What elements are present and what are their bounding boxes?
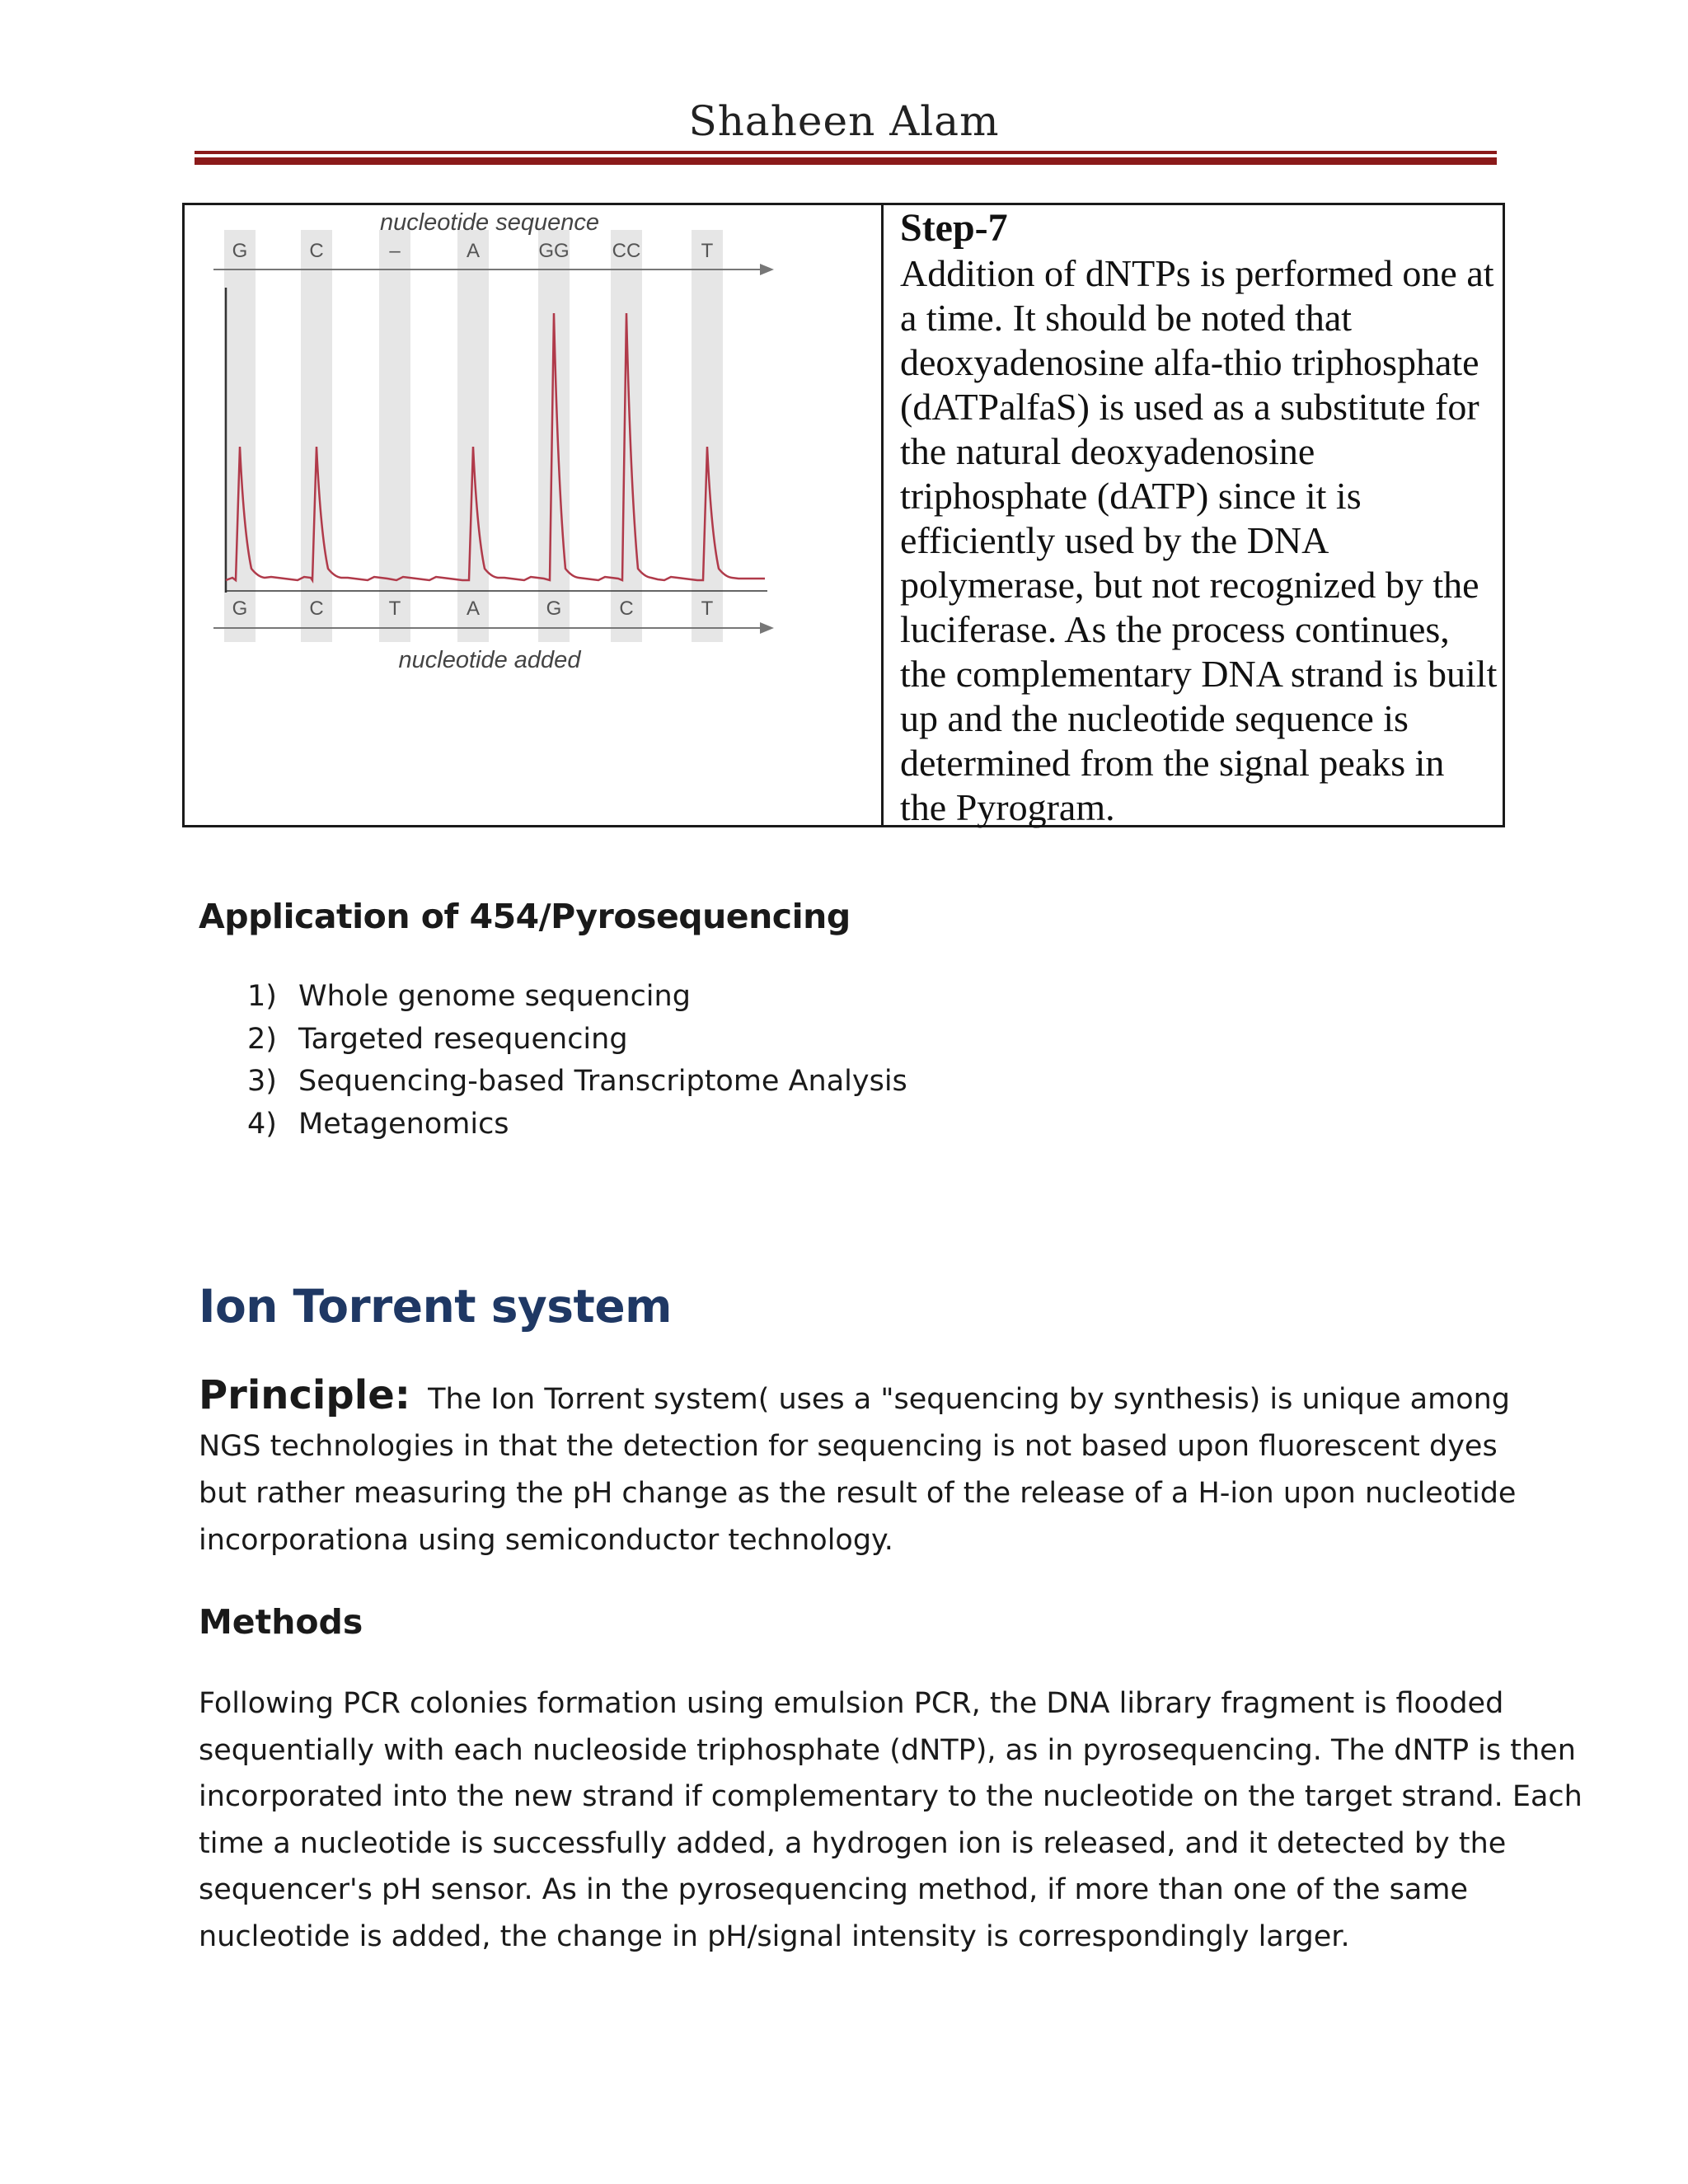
list-item-number: 1) [247,980,277,1013]
applications-heading: Application of 454/Pyrosequencing [199,897,851,936]
nucleotide-band [538,230,570,642]
list-item-text: Metagenomics [298,1107,509,1141]
methods-line: time a nucleotide is successfully added, a hydrogen ion is released, and it detected by the [199,1826,1507,1860]
list-item-text: Targeted resequencing [298,1022,628,1056]
sequence-letter: C [309,240,324,262]
nucleotide-sequence-label: nucleotide sequence [379,209,600,236]
arrowhead-icon [760,264,774,275]
added-letter: T [701,598,714,620]
sequence-letter: G [232,240,248,262]
page-header-author: Shaheen Alam [688,97,1000,145]
list-item-text: Sequencing-based Transcriptome Analysis [298,1065,907,1098]
added-letter: G [232,598,248,620]
list-item [247,1061,907,1104]
step-body: Addition of dNTPs is performed one at a time. It should be noted that deoxyadenosine alfa-thio triphosphate (dATPalfaS) is used as a substitute for the natural deoxyadenosine triphosphate (dATP) since it is efficiently used by the DNA polymerase, but not recognized by the luciferase. As the process continues, the complementary DNA strand is built up and the nucleotide sequence is determined from the signal peaks in the Pyrogram. [900,252,1498,828]
arrowhead-icon [760,622,774,634]
sequence-letter: – [389,240,401,262]
sequence-letter: A [466,240,481,262]
added-letter: C [309,598,324,620]
step-table [182,203,1505,827]
methods-line: nucleotide is added, the change in pH/signal intensity is correspondingly larger. [199,1919,1350,1953]
principle-text: The Ion Torrent system( uses a "sequencing by synthesis) is unique among NGS technologies in that the detection for sequencing is not based upon fluorescent dyes but rather measuring the pH change as the result of the release of a H-ion upon nucleotide incorporationa using semiconductor technology. [199,1383,1517,1557]
added-letter: T [388,598,401,620]
list-item-number: 3) [247,1065,277,1098]
header-rule-thick [195,157,1497,165]
step-cell [900,205,1498,830]
added-letter: A [466,598,481,620]
added-letter: G [546,598,562,620]
list-item-number: 4) [247,1107,277,1141]
list-item-number: 2) [247,1022,277,1056]
table-divider [881,205,884,825]
methods-line: Following PCR colonies formation using emulsion PCR, the DNA library fragment is flooded [199,1687,1504,1720]
methods-line: incorporated into the new strand if complementary to the nucleotide on the target strand. Each [199,1780,1582,1813]
applications-list [247,976,907,1146]
pyrogram-figure [193,205,877,716]
methods-line: sequentially with each nucleoside triphosphate (dNTP), as in pyrosequencing. The dNTP is then [199,1733,1576,1767]
list-item [247,1019,907,1062]
nucleotide-added-label: nucleotide added [398,647,581,673]
header-rule-thin [195,151,1497,154]
principle-paragraph [199,1372,1517,1564]
nucleotide-band [611,230,642,642]
list-item [247,976,907,1019]
step-title: Step-7 [900,206,1008,250]
principle-label: Principle: [199,1372,410,1418]
nucleotide-band [301,230,332,642]
list-item [247,1104,907,1146]
methods-heading: Methods [199,1602,363,1642]
sequence-letter: GG [538,240,570,262]
sequence-letter: CC [612,240,641,262]
methods-line: sequencer's pH sensor. As in the pyrosequencing method, if more than one of the same [199,1873,1468,1906]
ion-torrent-heading: Ion Torrent system [199,1280,672,1333]
list-item-text: Whole genome sequencing [298,980,691,1013]
sequence-letter: T [701,240,714,262]
nucleotide-band [224,230,256,642]
methods-paragraph [199,1680,1582,1960]
added-letter: C [619,598,634,620]
